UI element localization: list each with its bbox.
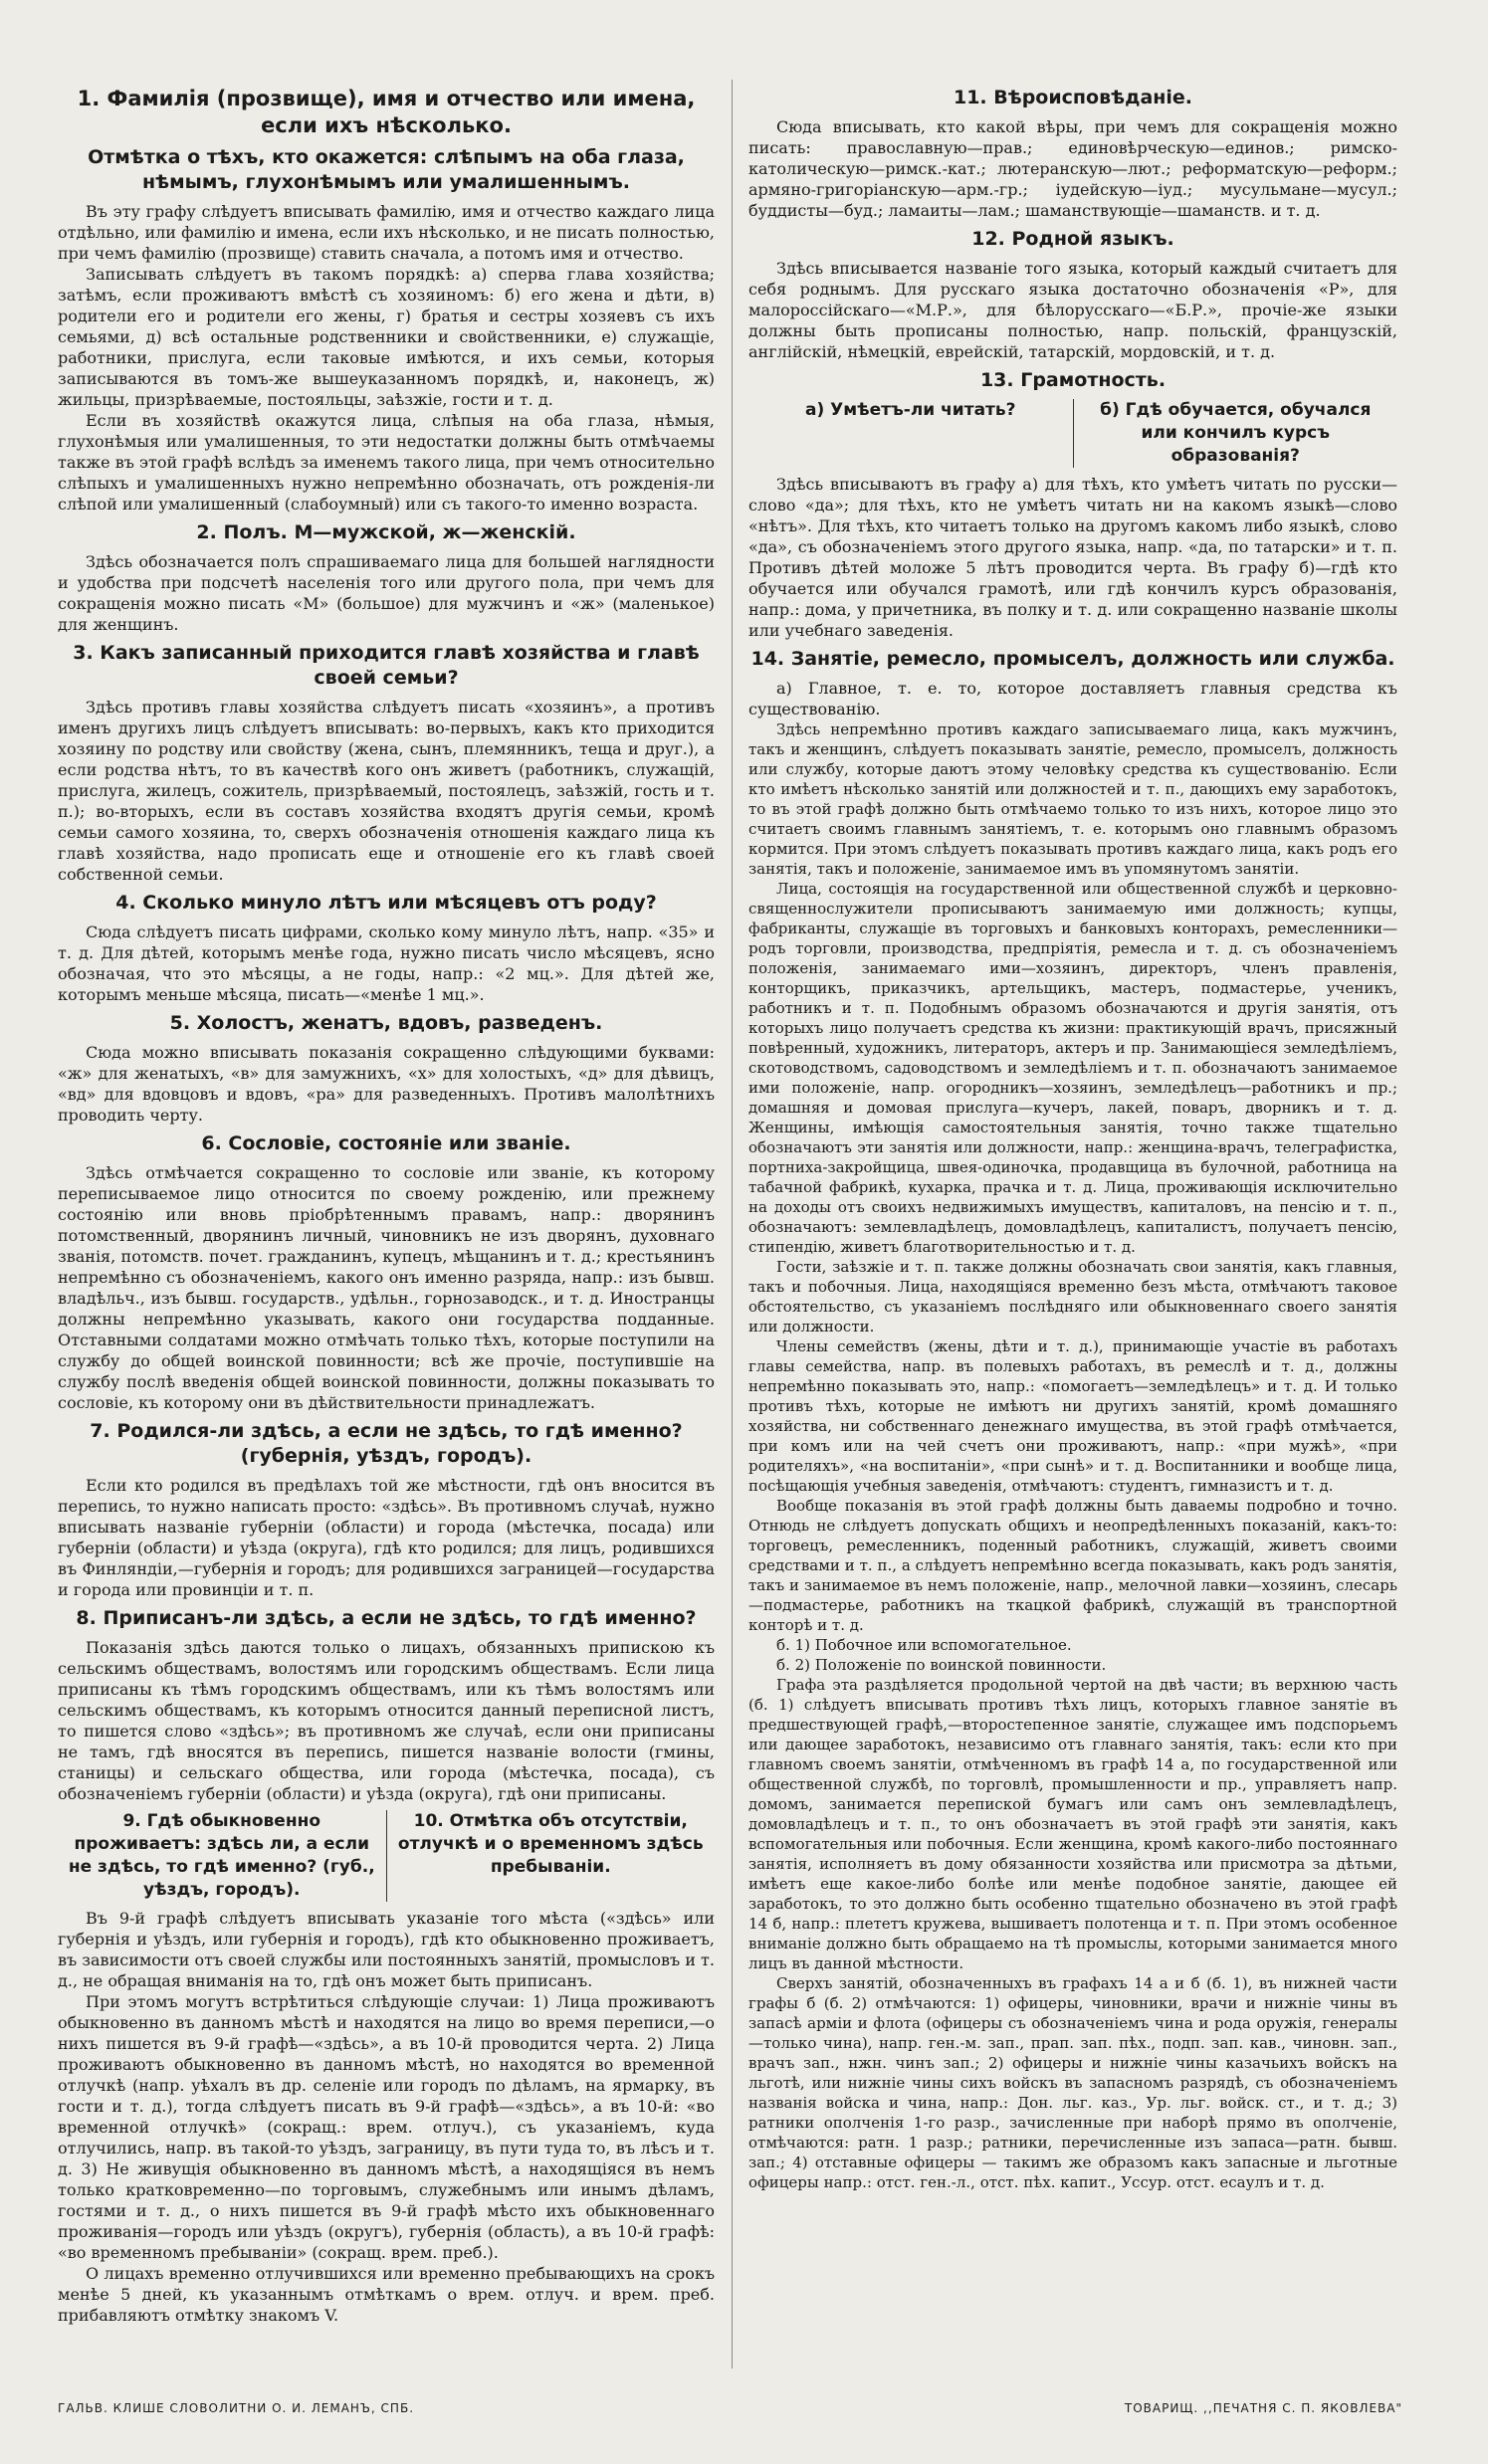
section-12-paragraph: Здѣсь вписывается названіе того языка, который каждый считаетъ для себя роднымъ. Для русскаго языка достаточно обозначенія «Р», для малороссійскаго—«М.Р.», для бѣлорусскаго—«Б.Р.», прочіе-же языки должны быть прописаны полностью, напр. польскій, французскій, англійскій, нѣмецкій, еврейскій, татарскій, мордовскій, и т. д.	[748, 259, 1397, 361]
section-14-paragraph: Вообще показанія въ этой графѣ должны быть даваемы подробно и точно. Отнюдь не слѣдуетъ допускать общихъ и неопредѣленныхъ показаній, какъ-то: торговецъ, ремесленникъ, поденный работникъ, служащій, живетъ своими средствами и т. п., а слѣдуетъ непремѣнно всегда показывать, какъ родъ занятія, такъ и занимаемое въ немъ положеніе, напр., мелочной лавки—хозяинъ, слесарь—подмастерье, работникъ на ткацкой фабрикѣ, служащій въ транспортной конторѣ и т. д.	[748, 1497, 1397, 1634]
section-14-paragraph: Члены семействъ (жены, дѣти и т. д.), принимающіе участіе въ работахъ главы семейства, напр. въ полевыхъ работахъ, въ ремеслѣ и т. д., должны непремѣнно показывать это, напр.: «помогаетъ—земледѣлецъ» и т. д. И только противъ тѣхъ, которые не имѣютъ ни другихъ занятій, кромѣ домашняго хозяйства, ни собственнаго денежнаго имущества, въ этой графѣ отмѣчается, при комъ или на чей счетъ они проживаютъ, напр.: «при мужѣ», «при родителяхъ», «на воспитаніи», «при сынѣ» и т. д. Воспитанники и вообще лица, посѣщающія учебныя заведенія, отмѣчаютъ: студентъ, гимназистъ и т. д.	[748, 1337, 1397, 1495]
section-5-paragraph: Сюда можно вписывать показанія сокращенно слѣдующими буквами: «ж» для женатыхъ, «в» для замужнихъ, «х» для холостыхъ, «д» для дѣвицъ, «вд» для вдовцовъ и вдовъ, «ра» для разведенныхъ. Противъ малолѣтнихъ проводить черту.	[58, 1043, 715, 1125]
section-7-paragraph: Если кто родился въ предѣлахъ той же мѣстности, гдѣ онъ вносится въ перепись, то нужно написать просто: «здѣсь». Въ противномъ случаѣ, нужно вписывать названіе губерніи (области) и города (мѣстечка, посада) или губерніи (области) и уѣзда (округа), гдѣ кто родился; для лицъ, родившихся въ Финляндіи,—губернія и городъ; для родившихся заграницей—государства и города или провинціи и т. п.	[58, 1476, 715, 1599]
section-5-title: 5. Холостъ, женатъ, вдовъ, разведенъ.	[169, 1012, 603, 1034]
section-4-paragraph: Сюда слѣдуетъ писать цифрами, сколько кому минуло лѣтъ, напр. «35» и т. д. Для дѣтей, которымъ менѣе года, нужно писать число мѣсяцевъ, ясно обозначая, что это мѣсяцы, а не годы, напр.: «2 мц.». Для дѣтей же, которымъ меньше мѣсяца, писать—«менѣе 1 мц.».	[58, 923, 715, 1004]
section-9-paragraph: Въ 9-й графѣ слѣдуетъ вписывать указаніе того мѣста («здѣсь» или губернія и уѣздъ, или губернія и городъ), гдѣ кто обыкновенно проживаетъ, въ зависимости отъ своей службы или постоянныхъ занятій, промысловъ и т. д., не обращая вниманія на то, гдѣ онъ может быть приписанъ.	[58, 1909, 715, 1990]
right-column	[748, 80, 1397, 2192]
section-2-title: 2. Полъ. М—мужской, ж—женскій.	[196, 521, 576, 543]
section-8-paragraph: Показанія здѣсь даются только о лицахъ, обязанныхъ припискою къ сельскимъ обществамъ, волостямъ или городскимъ обществамъ. Если лица приписаны къ тѣмъ городскимъ обществамъ, или къ тѣмъ волостямъ или сельскимъ обществамъ, къ которымъ относится данный переписной листъ, то пишется слово «здѣсь»; въ противномъ же случаѣ, если они приписаны не тамъ, гдѣ вносятся въ перепись, пишется названіе волости (гмины, станицы) и сельскаго общества, или города (мѣстечка, посада), съ обозначеніемъ губерніи (области) и уѣзда (округа), гдѣ они приписаны.	[58, 1638, 715, 1803]
section-13-header	[748, 399, 1397, 468]
section-13-title: 13. Грамотность.	[979, 369, 1167, 391]
section-11-title: 11. Вѣроисповѣданіе.	[953, 87, 1193, 108]
section-9-10-header	[58, 1810, 715, 1902]
section-6-paragraph: Здѣсь отмѣчается сокращенно то сословіе или званіе, къ которому переписываемое лицо относится по своему рожденію, или прежнему состоянію или вновь пріобрѣтеннымъ правамъ, напр.: дворянинъ потомственный, дворянинъ личный, чиновникъ не изъ дворянъ, духовнаго званія, потомств. почет. гражданинъ, купецъ, мѣщанинъ и т. д.; крестьянинъ непремѣнно съ обозначеніемъ, какого онъ именно разряда, напр.: изъ бывш. владѣльч., изъ бывш. государств., удѣльн., горнозаводск., и т. д. Иностранцы должны непремѣнно указывать, какого они государства подданные. Отставными солдатами можно отмѣчать только тѣхъ, которые поступили на службу до общей воинской повинности; всѣ же прочіе, поступившіе на службу послѣ введенія общей воинской повинности, должны показывать то сословіе, къ которому они въ дѣйствительности принадлежатъ.	[58, 1163, 715, 1412]
section-14-title: 14. Занятіе, ремесло, промыселъ, должность или служба.	[750, 648, 1395, 670]
section-4-title: 4. Сколько минуло лѣтъ или мѣсяцевъ отъ роду?	[115, 892, 657, 914]
section-6-title: 6. Сословіе, состояніе или званіе.	[201, 1132, 571, 1154]
section-1-subtitle: Отмѣтка о тѣхъ, кто окажется: слѣпымъ на оба глаза, нѣмымъ, глухонѣмымъ или умалишеннымъ.	[88, 146, 685, 193]
section-3-title: 3. Какъ записанный приходится главѣ хозяйства и главѣ своей семьи?	[73, 642, 700, 689]
section-1-paragraph: Если въ хозяйствѣ окажутся лица, слѣпыя на оба глаза, нѣмыя, глухонѣмыя или умалишенныя, то эти недостатки должны быть отмѣчаемы также въ этой графѣ вслѣдъ за именемъ такого лица, при чемъ относительно слѣпыхъ и умалишенныхъ нужно непремѣнно обозначать, отъ рожденія-ли слѣпой или умалишенный (слабоумный) или съ такого-то именно возраста.	[58, 411, 715, 513]
section-1-title: 1. Фамилія (прозвище), имя и отчество или имена, если ихъ нѣсколько.	[77, 87, 696, 137]
section-14a-heading: а) Главное, т. е. то, которое доставляетъ главныя средства къ существованію.	[748, 679, 1397, 719]
section-14b2-heading: б. 2) Положеніе по воинской повинности.	[776, 1656, 1107, 1674]
section-9-title: 9. Гдѣ обыкновенно проживаетъ: здѣсь ли, а если не здѣсь, то гдѣ именно? (губ., уѣздъ, городъ).	[58, 1810, 387, 1902]
section-13a-title: а) Умѣетъ-ли читать?	[748, 399, 1074, 468]
footer-printer: ТОВАРИЩ. ,,ПЕЧАТНЯ С. П. ЯКОВЛЕВА"	[1124, 2401, 1402, 2415]
section-12-title: 12. Родной языкъ.	[971, 228, 1174, 250]
section-11-paragraph: Сюда вписывать, кто какой вѣры, при чемъ для сокращенія можно писать: православную—прав.; единовѣрческую—единов.; римско-католическую—римск.-кат.; лютеранскую—лют.; реформатскую—реформ.; армяно-григоріанскую—арм.-гр.; іудейскую—іуд.; мусульмане—мусул.; буддисты—буд.; ламаиты—лам.; шаманствующіе—шаманств. и т. д.	[748, 117, 1397, 220]
section-1-paragraph: Записывать слѣдуетъ въ такомъ порядкѣ: а) сперва глава хозяйства; затѣмъ, если проживаютъ вмѣстѣ съ хозяиномъ: б) его жена и дѣти, в) родители его и родители его жены, г) братья и сестры хозяевъ съ ихъ семьями, д) всѣ остальные родственники и свойственники, е) служащіе, работники, прислуга, если таковые имѣются, и ихъ семьи, которыя записываются въ томъ-же вышеуказанномъ порядкѣ, и, наконецъ, ж) жильцы, призрѣваемые, постояльцы, заѣзжіе, гости и т. д.	[58, 265, 715, 409]
section-3-paragraph: Здѣсь противъ главы хозяйства слѣдуетъ писать «хозяинъ», а противъ именъ другихъ лицъ слѣдуетъ вписывать: во-первыхъ, какъ кто приходится хозяину по родству или свойству (жена, сынъ, племянникъ, теща и друг.), а если родства нѣтъ, то въ качествѣ кого онъ живетъ (работникъ, служащій, прислуга, жилецъ, сожитель, призрѣваемый, постоялецъ, заѣзжій, гость и т. п.); во-вторыхъ, если въ составъ хозяйства входятъ другія семьи, кромѣ семьи самого хозяина, то, сверхъ обозначенія отношенія каждаго лица къ главѣ хозяйства, надо прописать еще и отношеніе его къ главѣ своей собственной семьи.	[58, 698, 715, 884]
section-7-title: 7. Родился-ли здѣсь, а если не здѣсь, то гдѣ именно? (губернія, уѣздъ, городъ).	[90, 1420, 683, 1467]
left-column	[58, 80, 715, 2326]
section-9-paragraph: При этомъ могутъ встрѣтиться слѣдующіе случаи: 1) Лица проживаютъ обыкновенно въ данномъ мѣстѣ и находятся на лицо во время переписи,—о нихъ пишется въ 9-й графѣ—«здѣсь», а въ 10-й проводится черта. 2) Лица проживаютъ обыкновенно въ данномъ мѣстѣ, но находятся во временной отлучкѣ (напр. уѣхалъ въ др. селеніе или городъ по дѣламъ, на ярмарку, въ гости и т. д.), тогда слѣдуетъ писать въ 9-й графѣ—«здѣсь», а въ 10-й: «во временной отлучкѣ» (сокращ.: врем. отлуч.), съ указаніемъ, куда отлучились, напр. въ такой-то уѣздъ, заграницу, въ пути туда то, въ лѣсъ и т. д. 3) Не живущія обыкновенно въ данномъ мѣстѣ, а находящіяся въ немъ только кратковременно—по торговымъ, служебнымъ или инымъ дѣламъ, гостями и т. д., о нихъ пишется въ 9-й графѣ мѣсто ихъ обыкновеннаго проживанія—городъ или уѣздъ (округъ), губернія (область), а въ 10-й графѣ: «во временномъ пребываніи» (сокращ. врем. преб.).	[58, 1992, 715, 2262]
section-14-paragraph: Сверхъ занятій, обозначенныхъ въ графахъ 14 а и б (б. 1), въ нижней части графы б (б. 2) отмѣчаются: 1) офицеры, чиновники, врачи и нижніе чины въ запасѣ арміи и флота (офицеры съ обозначеніемъ чина и рода оружія, генералы—только чина), напр. ген.-м. зап., прап. зап. пѣх., подп. зап. кав., чиновн. зап., врачъ зап., нжн. чинъ зап.; 2) офицеры и нижніе чины казачьихъ войскъ на льготѣ, или нижніе чины сихъ войскъ въ запасномъ разрядѣ, съ обозначеніемъ названія войска и чина, напр.: Дон. льг. каз., Ур. льг. войск. ст., и т. д.; 3) ратники ополченія 1-го разр., зачисленные при наборѣ прямо въ ополченіе, отмѣчаются: ратн. 1 разр.; ратники, перечисленные изъ запаса—ратн. бывш. зап.; 4) отставные офицеры — такимъ же образомъ какъ запасные и льготные офицеры напр.: отст. ген.-л., отст. пѣх. капит., Уссур. отст. есаулъ и т. д.	[748, 1974, 1397, 2191]
section-14-paragraph: Графа эта раздѣляется продольной чертой на двѣ части; въ верхнюю часть (б. 1) слѣдуетъ вписывать противъ тѣхъ лицъ, которыхъ главное занятіе въ предшествующей графѣ,—второстепенное занятіе, служащее имъ подспорьемъ или дающее заработокъ, независимо отъ главнаго занятія, такъ: если кто при главномъ своемъ занятіи, отмѣченномъ въ графѣ 14 а, по государственной или общественной службѣ, по торговлѣ, промышленности и пр., управляетъ напр. домомъ, занимается перепиской бумагъ или самъ онъ землевладѣлецъ, домовладѣлецъ и т. п., то онъ обозначаетъ въ этой графѣ эти занятія, какъ вспомогательныя или побочныя. Если женщина, кромѣ какого-либо постояннаго занятія, исполняетъ въ дому обязанности хозяйства или присмотра за дѣтьми, имѣетъ еще какое-либо болѣе или менѣе подобное занятіе, дающее ей заработокъ, то это должно быть особенно тщательно обозначено въ этой графѣ 14 б, напр.: плететъ кружева, вышиваетъ полотенца и т. п. При этомъ особенное вниманіе должно быть обращаемо на тѣ промыслы, которыми занимается много лицъ въ данной мѣстности.	[748, 1676, 1397, 1972]
section-14b1-heading: б. 1) Побочное или вспомогательное.	[776, 1636, 1072, 1654]
section-9-paragraph: О лицахъ временно отлучившихся или временно пребывающихъ на срокъ менѣе 5 дней, къ указаннымъ отмѣткамъ о врем. отлуч. и врем. преб. прибавляютъ отмѣтку знакомъ V.	[58, 2264, 715, 2325]
section-1-paragraph: Въ эту графу слѣдуетъ вписывать фамилію, имя и отчество каждаго лица отдѣльно, или фамилію и имена, если ихъ нѣсколько, и не писать полностью, при чемъ фамилію (прозвище) ставить сначала, а потомъ имя и отчество.	[58, 202, 715, 263]
section-14-paragraph: Здѣсь непремѣнно противъ каждаго записываемаго лица, какъ мужчинъ, такъ и женщинъ, слѣдуетъ показывать занятіе, ремесло, промыселъ, должность или службу, которые даютъ этому человѣку средства къ существованію. Если кто имѣетъ нѣсколько занятій или должностей и т. п., дающихъ ему заработокъ, то въ этой графѣ должно быть отмѣчаемо только то изъ нихъ, которое лицо это считаетъ своимъ главнымъ занятіемъ, т. е. которымъ оно главнымъ образомъ кормится. При этомъ слѣдуетъ показывать противъ каждаго лица, какъ родъ его занятія, такъ и положеніе, занимаемое имъ въ упомянутомъ занятіи.	[748, 720, 1397, 878]
section-14-paragraph: Гости, заѣзжіе и т. п. также должны обозначать свои занятія, какъ главныя, такъ и побочныя. Лица, находящіяся временно безъ мѣста, отмѣчаютъ таковое обстоятельство, съ указаніемъ послѣдняго или обыкновеннаго своего занятія или должности.	[748, 1258, 1397, 1335]
section-13-paragraph: Здѣсь вписываютъ въ графу а) для тѣхъ, кто умѣетъ читать по русски—слово «да»; для тѣхъ, кто не умѣетъ читать ни на какомъ языкѣ—слово «нѣтъ». Для тѣхъ, кто читаетъ только на другомъ какомъ либо языкѣ, слово «да», съ обозначеніемъ этого другого языка, напр. «да, по татарски» и т. п. Противъ дѣтей моложе 5 лѣтъ проводится черта. Въ графу б)—гдѣ кто обучается или обучался грамотѣ, или гдѣ кончилъ курсъ образованія, напр.: дома, у причетника, въ полку и т. д. или сокращенно названіе школы или учебнаго заведенія.	[748, 475, 1397, 640]
section-10-title: 10. Отмѣтка объ отсутствіи, отлучкѣ и о временномъ здѣсь пребываніи.	[397, 1811, 704, 1877]
section-2-paragraph: Здѣсь обозначается полъ спрашиваемаго лица для большей наглядности и удобства при подсчетѣ населенія того или другого пола, при чемъ для сокращенія можно писать «М» (большое) для мужчинъ и «ж» (маленькое) для женщинъ.	[58, 552, 715, 634]
section-13b-title: б) Гдѣ обучается, обучался или кончилъ курсъ образованія?	[1100, 400, 1372, 466]
section-8-title: 8. Приписанъ-ли здѣсь, а если не здѣсь, то гдѣ именно?	[76, 1607, 697, 1629]
column-divider	[732, 80, 733, 2368]
section-14-paragraph: Лица, состоящія на государственной или общественной службѣ и церковно-священнослужители прописываютъ занимаемую ими должность; купцы, фабриканты, служащіе въ торговыхъ и банковыхъ конторахъ, ремесленники—родъ торговли, производства, предпріятія, ремесла и т. д. съ обозначеніемъ положенія, занимаемаго ими—хозяинъ, директоръ, членъ правленія, конторщикъ, приказчикъ, артельщикъ, мастеръ, подмастерье, ученикъ, работникъ и т. п. Подобнымъ образомъ обозначаются и другія занятія, отъ которыхъ лицо получаетъ средства къ жизни: практикующій врачъ, присяжный повѣренный, художникъ, литераторъ, актеръ и пр. Занимающіеся земледѣліемъ, скотоводствомъ, садоводствомъ и земледѣліемъ и т. п. обозначаютъ занимаемое ими положеніе, напр. огородникъ—хозяинъ, земледѣлецъ—работникъ и пр.; домашняя и домовая прислуга—кучеръ, лакей, поваръ, дворникъ и т. д. Женщины, имѣющія самостоятельныя занятія, точно также тщательно обозначаютъ эти занятія или должности, напр.: женщина-врачъ, телеграфистка, портниха-закройщица, швея-одиночка, продавщица въ булочной, работница на табачной фабрикѣ, кухарка, прачка и т. д. Лица, проживающія исключительно на доходы отъ своихъ недвижимыхъ имуществъ, капиталовъ, на пенсію и т. п., обозначаютъ: землевладѣлецъ, домовладѣлецъ, капиталистъ, получаетъ пенсію, стипендію, живетъ благотворительностью и т. д.	[748, 880, 1397, 1256]
footer-engraver: ГАЛЬВ. КЛИШЕ СЛОВОЛИТНИ О. И. ЛЕМАНЪ, СПБ.	[58, 2401, 415, 2415]
